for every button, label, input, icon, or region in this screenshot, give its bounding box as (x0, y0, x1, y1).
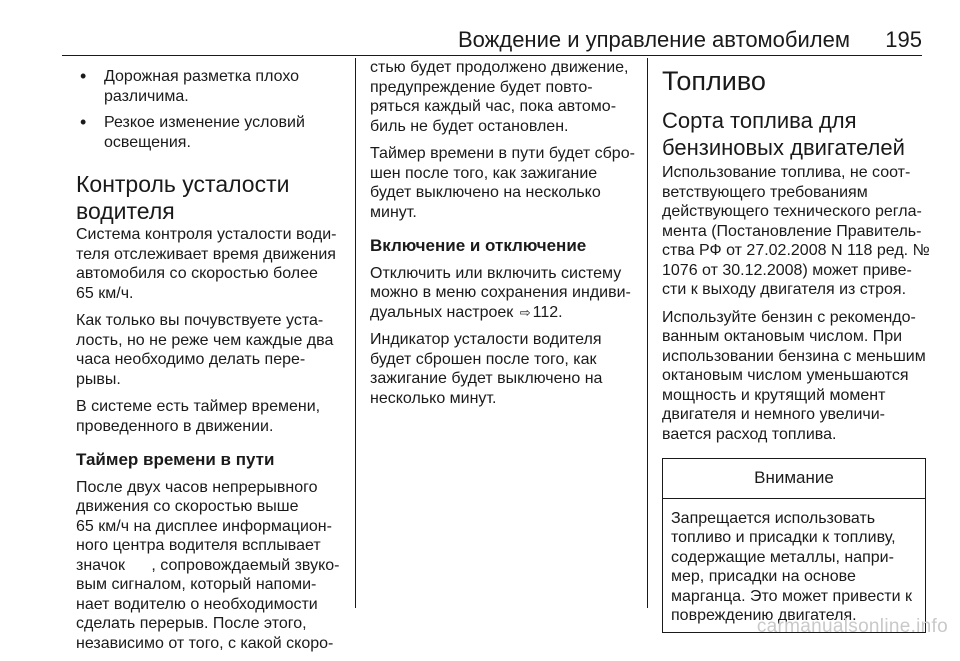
paragraph: Система контроля усталости води- теля отслеживает время движения автомобиля со скоростью более 65 км/ч. (76, 226, 337, 302)
paragraph: В системе есть таймер времени, проведенного в движении. (76, 398, 321, 435)
notice-body: Запрещается использовать топливо и присадки к топливу, содержащие металлы, напри- мер, присадки на основе марганца. Это может привести к повреждению двигателя. (671, 509, 912, 624)
notice-title: Внимание (663, 459, 925, 499)
page-number: 195 (885, 27, 922, 52)
paragraph: Как только вы почувствуете уста- лость, но не реже чем каждые два часа необходимо делать пере- рывы. (76, 312, 334, 388)
header-divider (62, 55, 922, 56)
coffee-cup-icon (129, 558, 151, 572)
paragraph: После двух часов непрерывного движения со скоростью выше 65 км/ч на дисплее информацион- ного центра водителя всплывает значок , сопровождаемый звуко- вым сигналом, который напоми- нает водителю о необходимости сделать перерыв. После этого, независимо от того, с какой скоро- (76, 478, 340, 652)
paragraph: Отключить или включить систему можно в меню сохранения индиви- дуальных настроек ⇨ 112. (370, 264, 631, 321)
list-item: • Резкое изменение условий освещения. (76, 113, 344, 152)
page-reference-link[interactable]: 112. (532, 303, 563, 321)
page-reference-arrow-icon: ⇨ (519, 304, 531, 320)
watermark: carmanualsonline.info (756, 616, 948, 637)
column-divider-1 (355, 58, 356, 608)
column-divider-2 (647, 58, 648, 608)
paragraph: стью будет продолжено движение, предупреждение будет повто- ряться каждый час, пока автомо- биль не будет остановлен. (370, 59, 629, 135)
paragraph: Таймер времени в пути будет сбро- шен после того, как зажигание будет выключено на несколько минут. (370, 145, 635, 221)
column-3 (662, 58, 930, 633)
list-item: • Дорожная разметка плохо различима. (76, 67, 344, 106)
paragraph: Использование топлива, не соот- ветствующего требованиям действующего технического регла- мента (Постановление Правитель- ства РФ от 27.02.2008 N 118 ред. № 1076 от 30.12.2008) может приве- сти к выходу двигателя из строя. (662, 164, 930, 298)
subsection-heading-petrol-grades: Сорта топлива для бензиновых двигателей (662, 108, 905, 160)
section-heading-fuel: Топливо (662, 66, 766, 96)
page-title: Вождение и управление автомобилем (457, 27, 850, 52)
paragraph: Используйте бензин с рекомендо- ванным октановым числом. При использовании бензина с меньшим октановым числом уменьшаются мощность и крутящий момент двигателя и немного увеличи- вается расход топлива. (662, 308, 926, 443)
page-header (0, 0, 960, 56)
section-heading-fatigue: Контроль усталости водителя (76, 171, 290, 224)
subheading-enable-disable: Включение и отключение (370, 236, 587, 255)
subheading-trip-timer: Таймер времени в пути (76, 450, 275, 469)
warning-notice-box (662, 458, 926, 633)
column-1 (76, 58, 344, 661)
column-2 (370, 58, 638, 416)
bullet-list (76, 67, 344, 152)
paragraph: Индикатор усталости водителя будет сброшен после того, как зажигание будет выключено на несколько минут. (370, 331, 603, 407)
